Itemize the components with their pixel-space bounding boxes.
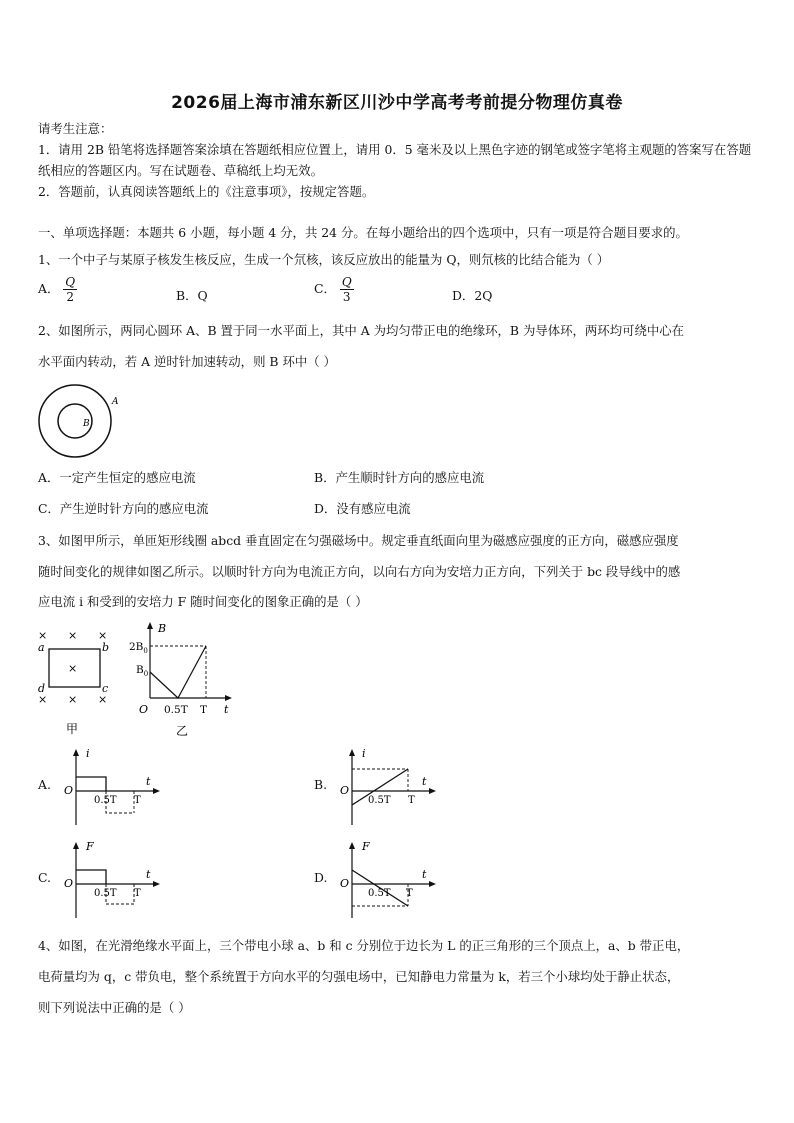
- corner-d-label: d: [38, 682, 46, 695]
- origin-label: O: [64, 784, 74, 797]
- q3-figure-yi-graph: [126, 620, 236, 740]
- q3-stem-line3: 应电流 i 和受到的安培力 F 随时间变化的图象正确的是（ ）: [38, 594, 368, 609]
- q3-option-b-graph[interactable]: [338, 745, 448, 830]
- field-cross: ×: [98, 629, 108, 642]
- q2-option-b[interactable]: B．产生顺时针方向的感应电流: [314, 470, 485, 485]
- origin-label: O: [340, 784, 350, 797]
- b-axis-arrow: [147, 622, 153, 629]
- axis-arrow: [73, 749, 79, 756]
- tick-t: T: [408, 795, 415, 806]
- q1-option-a-num: Q: [65, 275, 76, 289]
- ring-a: [39, 385, 111, 457]
- t-axis-label: t: [224, 703, 229, 716]
- q4-stem-line1: 4、如图，在光滑绝缘水平面上，三个带电小球 a、b 和 c 分别位于边长为 L 的正三角形的三个顶点上，a、b 带正电，: [38, 938, 690, 953]
- axis-t-arrow: [429, 788, 436, 794]
- q2-option-d[interactable]: D．没有感应电流: [314, 501, 411, 516]
- tick-half-t: 0.5T: [368, 795, 391, 806]
- q3-option-d-graph[interactable]: [338, 838, 448, 923]
- b-axis-label: B: [158, 622, 167, 635]
- field-cross: ×: [98, 693, 108, 706]
- field-cross: ×: [38, 629, 48, 642]
- axis-t-label: t: [422, 775, 427, 788]
- section-heading: 一、单项选择题：本题共 6 小题，每小题 4 分，共 24 分。在每小题给出的四个选项中，只有一项是符合题目要求的。: [38, 225, 688, 240]
- field-cross: ×: [38, 693, 48, 706]
- origin-label: O: [340, 877, 350, 890]
- q3-option-c-label[interactable]: C.: [38, 870, 51, 885]
- field-cross: ×: [68, 693, 78, 706]
- axis-f-label: F: [86, 840, 94, 853]
- origin-label: O: [64, 877, 74, 890]
- q1-option-a-fraction: [63, 275, 77, 304]
- exam-title: 2026届上海市浦东新区川沙中学高考考前提分物理仿真卷: [171, 93, 623, 113]
- corner-c-label: c: [102, 682, 109, 695]
- b-curve: [150, 646, 206, 698]
- q1-option-c-den: 3: [342, 290, 351, 304]
- figure-jia-caption: 甲: [66, 722, 79, 736]
- q3-option-a-graph[interactable]: [62, 745, 172, 830]
- q2-option-a[interactable]: A．一定产生恒定的感应电流: [38, 470, 196, 485]
- q1-option-c[interactable]: [314, 275, 354, 304]
- axis-f-label: F: [362, 840, 370, 853]
- figure-yi-caption: 乙: [176, 724, 189, 738]
- tick-half-t: 0.5T: [164, 704, 188, 716]
- q1-option-a-den: 2: [66, 290, 75, 304]
- q2-stem-line2: 水平面内转动，若 A 逆时针加速转动，则 B 环中（ ）: [38, 354, 336, 369]
- q3-figure-jia-coil: [34, 624, 124, 739]
- tick-half-t: 0.5T: [94, 888, 117, 899]
- notice-item-2: 2．答题前，认真阅读答题纸上的《注意事项》，按规定答题。: [38, 184, 375, 199]
- q2-concentric-rings-figure: [36, 382, 126, 462]
- q1-option-c-label: C．: [314, 281, 336, 296]
- tick-t: T: [134, 888, 141, 899]
- axis-t-arrow: [153, 788, 160, 794]
- axis-t-label: t: [146, 775, 151, 788]
- curve-upper: [76, 777, 106, 791]
- q1-option-d[interactable]: D．2Q: [452, 288, 493, 303]
- q3-option-c-graph[interactable]: [62, 838, 172, 923]
- tick-half-t: 0.5T: [368, 888, 391, 899]
- ring-a-label: A: [112, 397, 119, 407]
- tick-t: T: [200, 704, 208, 716]
- t-axis-arrow: [225, 695, 232, 701]
- q3-stem-line1: 3、如图甲所示，单匝矩形线圈 abcd 垂直固定在匀强磁场中。规定垂直纸面向里为磁感应强度的正方向，磁感应强度: [38, 533, 679, 548]
- axis-arrow: [73, 842, 79, 849]
- q1-option-c-num: Q: [341, 275, 352, 289]
- axis-t-arrow: [429, 881, 436, 887]
- ring-b-label: B: [83, 419, 90, 429]
- q1-stem: 1、一个中子与某原子核发生核反应，生成一个氘核，该反应放出的能量为 Q，则氘核的比结合能为（ ）: [38, 252, 610, 267]
- corner-a-label: a: [38, 641, 45, 654]
- q2-option-c[interactable]: C．产生逆时针方向的感应电流: [38, 501, 209, 516]
- q3-option-d-label[interactable]: D.: [314, 870, 328, 885]
- axis-arrow: [349, 749, 355, 756]
- tick-2b0: $2B_0$: [129, 641, 148, 655]
- tick-t: T: [406, 888, 413, 899]
- q1-option-c-fraction: [340, 275, 354, 304]
- notice-item-1: 1．请用 2B 铅笔将选择题答案涂填在答题纸相应位置上，请用 0．5 毫米及以上黑色字迹的钢笔或签字笔将主观题的答案写在答题纸相应的答题区内。写在试题卷、草稿纸上均无效。: [38, 142, 752, 178]
- axis-t-label: t: [146, 868, 151, 881]
- q4-stem-line3: 则下列说法中正确的是（ ）: [38, 1000, 191, 1015]
- axis-t-arrow: [153, 881, 160, 887]
- corner-b-label: b: [102, 641, 110, 654]
- q3-option-a-label[interactable]: A.: [38, 777, 51, 792]
- origin-label: O: [139, 703, 149, 716]
- curve-upper: [76, 870, 106, 884]
- axis-i-label: i: [86, 747, 90, 760]
- q3-option-b-label[interactable]: B.: [314, 777, 328, 792]
- tick-b0: $B_0$: [136, 664, 149, 678]
- q1-option-b[interactable]: B．Q: [176, 288, 208, 303]
- q1-option-a[interactable]: [38, 275, 77, 304]
- field-cross: ×: [68, 629, 78, 642]
- axis-i-label: i: [362, 747, 366, 760]
- q4-stem-line2: 电荷量均为 q，c 带负电，整个系统置于方向水平的匀强电场中，已知静电力常量为 k，若三个小球均处于静止状态，: [38, 969, 680, 984]
- tick-t: T: [134, 795, 141, 806]
- axis-arrow: [349, 842, 355, 849]
- q2-stem-line1: 2、如图所示，两同心圆环 A、B 置于同一水平面上，其中 A 为均匀带正电的绝缘环，B 为导体环，两环均可绕中心在: [38, 323, 685, 338]
- q3-stem-line2: 随时间变化的规律如图乙所示。以顺时针方向为电流正方向，以向右方向为安培力正方向，下列关于 bc 段导线中的感: [38, 564, 681, 579]
- notice-heading: 请考生注意：: [38, 121, 113, 136]
- field-cross: ×: [68, 662, 78, 675]
- q1-option-a-label: A．: [38, 281, 60, 296]
- tick-half-t: 0.5T: [94, 795, 117, 806]
- axis-t-label: t: [422, 868, 427, 881]
